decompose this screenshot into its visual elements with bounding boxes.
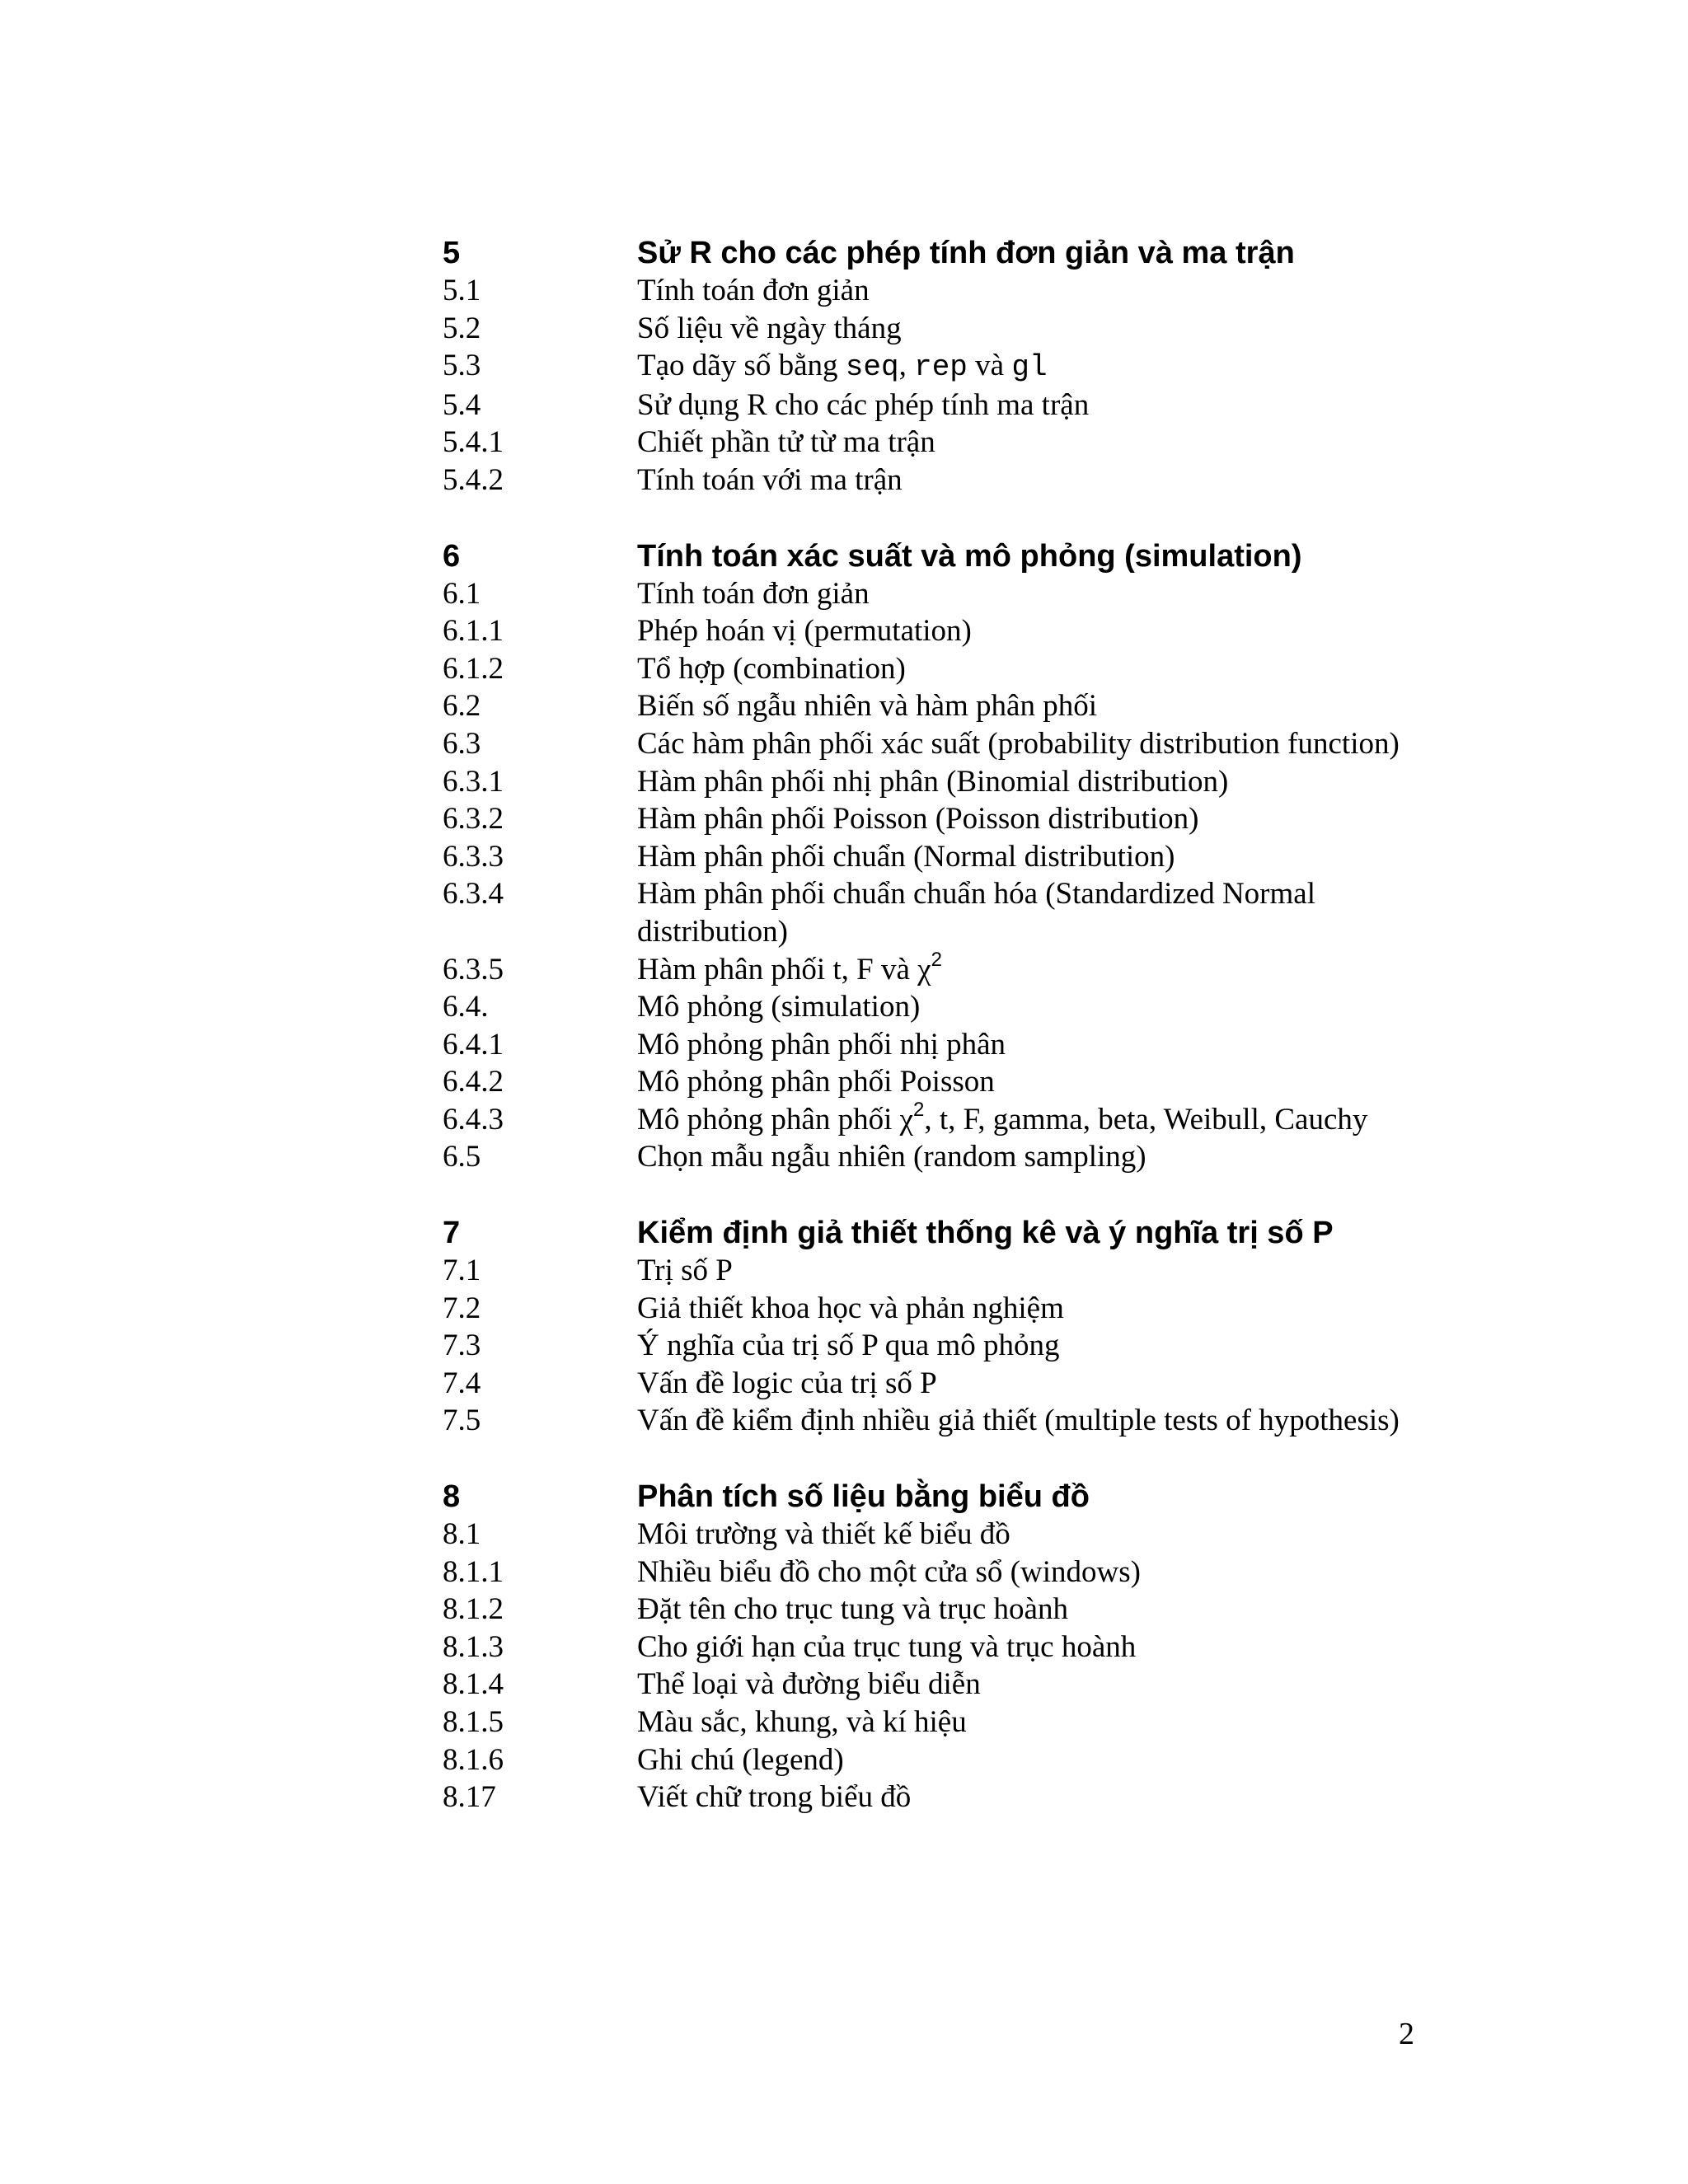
entry-number: 6.1.1 — [443, 614, 504, 649]
toc-entry — [443, 1290, 1415, 1328]
entry-number: 8.17 — [443, 1780, 496, 1815]
entry-title: Trị số P — [637, 1254, 733, 1288]
toc-entry — [443, 1026, 1415, 1064]
section-heading — [443, 1214, 1415, 1252]
entry-number: 6.3.4 — [443, 877, 504, 912]
code-rep: rep — [914, 350, 968, 385]
toc-entry — [443, 272, 1415, 310]
entry-title: Chọn mẫu ngẫu nhiên (random sampling) — [637, 1140, 1146, 1174]
entry-title: Hàm phân phối nhị phân (Binomial distribution) — [637, 764, 1229, 799]
entry-number: 5.3 — [443, 349, 481, 383]
entry-number: 5.2 — [443, 311, 481, 345]
entry-number: 5.4 — [443, 387, 481, 422]
entry-title: Hàm phân phối chuẩn chuẩn hóa (Standardized Normal distribution) — [637, 877, 1315, 949]
entry-number: 8.1.5 — [443, 1705, 504, 1739]
entry-title: Màu sắc, khung, và kí hiệu — [637, 1705, 967, 1739]
toc-entry — [443, 725, 1415, 763]
entry-title: Ghi chú (legend) — [637, 1742, 844, 1777]
entry-number: 6.3.5 — [443, 952, 504, 987]
toc-entry — [443, 1516, 1415, 1554]
table-of-contents — [443, 234, 1415, 1854]
toc-entry — [443, 875, 1415, 950]
toc-entry — [443, 424, 1415, 462]
entry-number: 6.4.1 — [443, 1027, 504, 1062]
section-number: 6 — [443, 538, 461, 574]
entry-number: 6.4.3 — [443, 1102, 504, 1137]
section-title: Kiểm định giả thiết thống kê và ý nghĩa trị số P — [637, 1216, 1334, 1251]
toc-entry — [443, 1365, 1415, 1403]
entry-number: 8.1 — [443, 1517, 481, 1552]
toc-entry — [443, 1554, 1415, 1591]
entry-title — [637, 347, 1415, 387]
section-heading — [443, 537, 1415, 575]
toc-entry — [443, 575, 1415, 613]
entry-number: 6.4. — [443, 990, 489, 1024]
entry-number: 7.2 — [443, 1291, 481, 1325]
entry-title: Biến số ngẫu nhiên và hàm phân phối — [637, 689, 1097, 724]
toc-entry — [443, 1741, 1415, 1779]
toc-entry — [443, 612, 1415, 650]
entry-number: 8.1.1 — [443, 1554, 504, 1589]
toc-entry — [443, 687, 1415, 725]
entry-title: Môi trường và thiết kế biểu đồ — [637, 1517, 1010, 1552]
entry-number: 5.4.2 — [443, 462, 504, 497]
toc-entry — [443, 1138, 1415, 1176]
section-number: 5 — [443, 236, 461, 270]
toc-entry — [443, 650, 1415, 688]
entry-text-part: Hàm phân phối t, F và χ — [637, 952, 931, 987]
entry-text-part: và — [967, 349, 1012, 383]
entry-title — [637, 1098, 1415, 1139]
toc-entry — [443, 387, 1415, 424]
entry-title: Tính toán đơn giản — [637, 576, 870, 611]
toc-entry — [443, 1704, 1415, 1741]
toc-entry — [443, 1327, 1415, 1365]
entry-title: Hàm phân phối Poisson (Poisson distribution) — [637, 802, 1199, 837]
toc-entry — [443, 462, 1415, 499]
entry-number: 8.1.3 — [443, 1629, 504, 1664]
entry-number: 6.5 — [443, 1140, 481, 1174]
entry-number: 8.1.6 — [443, 1742, 504, 1777]
entry-number: 7.4 — [443, 1366, 481, 1400]
entry-title: Các hàm phân phối xác suất (probability distribution function) — [637, 726, 1400, 761]
entry-title: Đặt tên cho trục tung và trục hoành — [637, 1592, 1068, 1627]
entry-title: Tính toán với ma trận — [637, 462, 903, 497]
entry-title: Mô phỏng phân phối Poisson — [637, 1065, 995, 1099]
entry-number: 6.1 — [443, 576, 481, 611]
toc-section-8 — [443, 1478, 1415, 1816]
section-title: Tính toán xác suất và mô phỏng (simulation) — [637, 538, 1302, 574]
entry-title: Vấn đề logic của trị số P — [637, 1366, 937, 1400]
toc-entry — [443, 1402, 1415, 1440]
entry-title: Tổ hợp (combination) — [637, 651, 906, 686]
entry-title: Số liệu về ngày tháng — [637, 311, 902, 345]
toc-entry — [443, 1629, 1415, 1666]
section-title: Sử R cho các phép tính đơn giản và ma trận — [637, 236, 1295, 270]
section-heading — [443, 234, 1415, 272]
entry-title: Ý nghĩa của trị số P qua mô phỏng — [637, 1329, 1060, 1363]
toc-entry — [443, 1098, 1415, 1139]
toc-entry — [443, 988, 1415, 1026]
entry-number: 6.3.3 — [443, 839, 504, 874]
entry-title: Hàm phân phối chuẩn (Normal distribution) — [637, 839, 1175, 874]
entry-title: Mô phỏng phân phối nhị phân — [637, 1027, 1006, 1062]
entry-text-part: Mô phỏng phân phối χ — [637, 1102, 914, 1137]
page-number: 2 — [1399, 2017, 1414, 2051]
entry-title: Sử dụng R cho các phép tính ma trận — [637, 387, 1090, 422]
toc-entry — [443, 1591, 1415, 1629]
entry-text-part: , — [898, 349, 915, 383]
toc-section-6 — [443, 537, 1415, 1177]
entry-text-part: Tạo dãy số bằng — [637, 349, 846, 383]
toc-section-5 — [443, 234, 1415, 499]
entry-title: Cho giới hạn của trục tung và trục hoành — [637, 1629, 1137, 1664]
toc-entry — [443, 800, 1415, 838]
section-number: 7 — [443, 1216, 461, 1251]
entry-number: 6.3.1 — [443, 764, 504, 799]
toc-entry — [443, 1063, 1415, 1101]
entry-title: Chiết phần tử từ ma trận — [637, 425, 935, 460]
toc-entry — [443, 1666, 1415, 1704]
toc-section-7 — [443, 1214, 1415, 1440]
entry-title: Viết chữ trong biểu đồ — [637, 1780, 912, 1815]
entry-title — [637, 948, 1415, 989]
entry-number: 6.3.2 — [443, 802, 504, 837]
toc-entry — [443, 1252, 1415, 1290]
code-seq: seq — [845, 350, 899, 385]
entry-title: Thể loại và đường biểu diễn — [637, 1667, 981, 1702]
entry-number: 7.1 — [443, 1254, 481, 1288]
toc-entry — [443, 763, 1415, 801]
entry-title: Nhiều biểu đồ cho một cửa sổ (windows) — [637, 1554, 1141, 1589]
toc-entry — [443, 347, 1415, 387]
section-title: Phân tích số liệu bằng biểu đồ — [637, 1479, 1090, 1515]
entry-title: Tính toán đơn giản — [637, 274, 870, 307]
entry-title: Vấn đề kiểm định nhiều giả thiết (multiple tests of hypothesis) — [637, 1404, 1400, 1438]
entry-number: 6.1.2 — [443, 651, 504, 686]
entry-number: 6.2 — [443, 689, 481, 724]
entry-title: Phép hoán vị (permutation) — [637, 614, 972, 649]
entry-number: 7.3 — [443, 1329, 481, 1363]
toc-entry — [443, 838, 1415, 876]
section-number: 8 — [443, 1479, 461, 1515]
entry-number: 6.4.2 — [443, 1065, 504, 1099]
entry-number: 8.1.4 — [443, 1667, 504, 1702]
code-gl: gl — [1011, 350, 1048, 385]
toc-entry — [443, 1779, 1415, 1816]
entry-number: 8.1.2 — [443, 1592, 504, 1627]
entry-text-part: , t, F, gamma, beta, Weibull, Cauchy — [924, 1102, 1368, 1137]
entry-number: 5.4.1 — [443, 425, 504, 460]
toc-entry — [443, 310, 1415, 348]
entry-title: Mô phỏng (simulation) — [637, 990, 921, 1024]
entry-number: 5.1 — [443, 274, 481, 307]
section-heading — [443, 1478, 1415, 1516]
superscript: 2 — [913, 1098, 925, 1121]
toc-entry — [443, 948, 1415, 989]
entry-number: 6.3 — [443, 726, 481, 761]
superscript: 2 — [931, 948, 942, 971]
entry-title: Giả thiết khoa học và phản nghiệm — [637, 1291, 1064, 1325]
entry-number: 7.5 — [443, 1404, 481, 1438]
